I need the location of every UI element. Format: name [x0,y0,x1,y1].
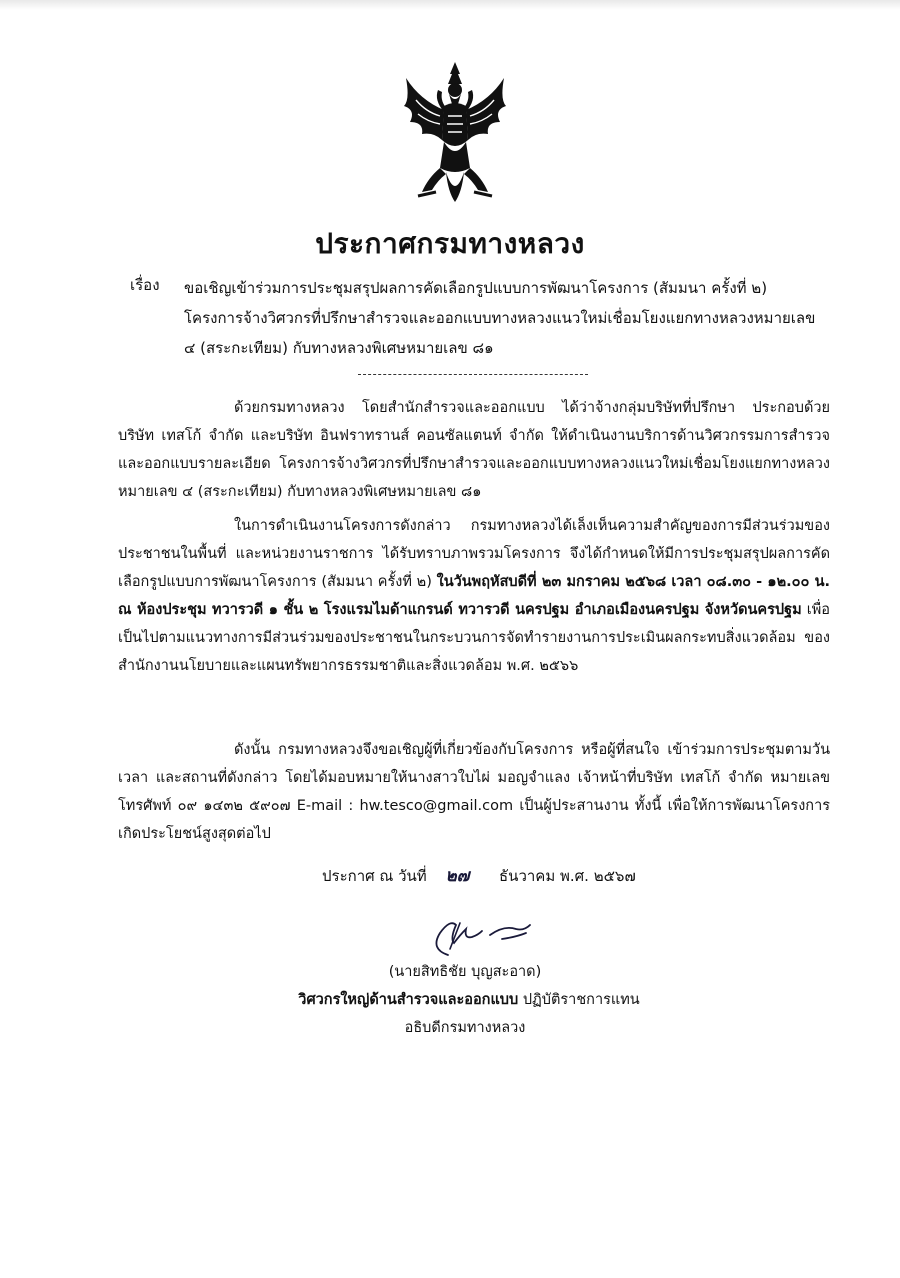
garuda-emblem-icon [400,60,510,205]
announcement-date [322,862,636,889]
signatory-position: วิศวกรใหญ่ด้านสำรวจและออกแบบ [298,992,519,1008]
subject-label: เรื่อง [130,276,160,294]
document-title: ประกาศกรมทางหลวง [315,227,585,260]
paragraph-1: ด้วยกรมทางหลวง โดยสำนักสำรวจและออกแบบ ได้ว่าจ้างกลุ่มบริษัทที่ปรึกษา ประกอบด้วย บริษัท เทสโก้ จำกัด และบริษัท อินฟราทรานส์ คอนซัลแตนท์ จำกัด ให้ดำเนินงานบริการด้านวิศวกรรมการสำรวจและออกแบบรายละเอียด โครงการจ้างวิศวกรที่ปรึกษาสำรวจและออกแบบทางหลวงแนวใหม่เชื่อมโยงแยกทางหลวงหมายเลข ๔ (สระกะเทียม) กับทางหลวงพิเศษหมายเลข ๘๑ [118,400,830,500]
signatory-organization: อธิบดีกรมทางหลวง [404,1020,526,1036]
signatory-title [0,988,900,1011]
date-day: ๒๗ [445,866,470,886]
signatory-name: (นายสิทธิชัย บุญสะอาด) [388,964,542,980]
date-prefix: ประกาศ ณ วันที่ [322,867,427,885]
paragraph-2-start: ในการดำเนินงานโครงการดังกล่าว กรมทางหลวงได้เล็งเห็นความสำคัญของการมีส่วนร่วมของประชาชนในพื้นที่ และหน่วยงานราชการ ได้รับทราบภาพรวมโครงการ จึงได้กำหนดให้มีการประชุมสรุปผลการคัดเลือกรูปแบบการพัฒนาโครงการ (สัมมนา ครั้งที่ ๒) [118,518,830,590]
scan-edge-shadow [0,0,900,10]
divider-line [358,374,588,375]
subject-text: ขอเชิญเข้าร่วมการประชุมสรุปผลการคัดเลือกรูปแบบการพัฒนาโครงการ (สัมมนา ครั้งที่ ๒) โครงการจ้างวิศวกรที่ปรึกษาสำรวจและออกแบบทางหลวงแนวใหม่เชื่อมโยงแยกทางหลวงหมายเลข ๔ (สระกะเทียม) กับทางหลวงพิเศษหมายเลข ๘๑ [184,279,816,357]
meeting-details: ในวันพฤหัสบดีที่ ๒๓ มกราคม ๒๕๖๘ เวลา ๐๘.๓๐ - ๑๒.๐๐ น. ณ ห้องประชุม ทวารวดี ๑ ชั้น ๒ โรงแรมไมด้าแกรนด์ ทวารวดี นครปฐม อำเภอเมืองนครปฐม จังหวัดนครปฐม [118,574,830,618]
date-month-year: ธันวาคม พ.ศ. ๒๕๖๗ [499,867,636,885]
paragraph-3: ดังนั้น กรมทางหลวงจึงขอเชิญผู้ที่เกี่ยวข้องกับโครงการ หรือผู้ที่สนใจ เข้าร่วมการประชุมตามวัน เวลา และสถานที่ดังกล่าว โดยได้มอบหมายให้นางสาวใบไผ่ มอญจำแลง เจ้าหน้าที่บริษัท เทสโก้ จำกัด หมายเลขโทรศัพท์ ๐๙ ๑๔๓๒ ๕๙๐๗ E-mail : hw.tesco@gmail.com เป็นผู้ประสานงาน ทั้งนี้ เพื่อให้การพัฒนาโครงการเกิดประโยชน์สูงสุดต่อไป [118,742,830,842]
handwritten-signature [420,905,540,963]
paragraph-2-end: เพื่อเป็นไปตามแนวทางการมีส่วนร่วมของประชาชนในกระบวนการจัดทำรายงานการประเมินผลกระทบสิ่งแวดล้อม ของสำนักงานนโยบายและแผนทรัพยากรธรรมชาติและสิ่งแวดล้อม พ.ศ. ๒๕๖๖ [118,602,830,674]
signatory-acting: ปฏิบัติราชการแทน [522,992,640,1008]
paragraph-2 [118,512,830,680]
